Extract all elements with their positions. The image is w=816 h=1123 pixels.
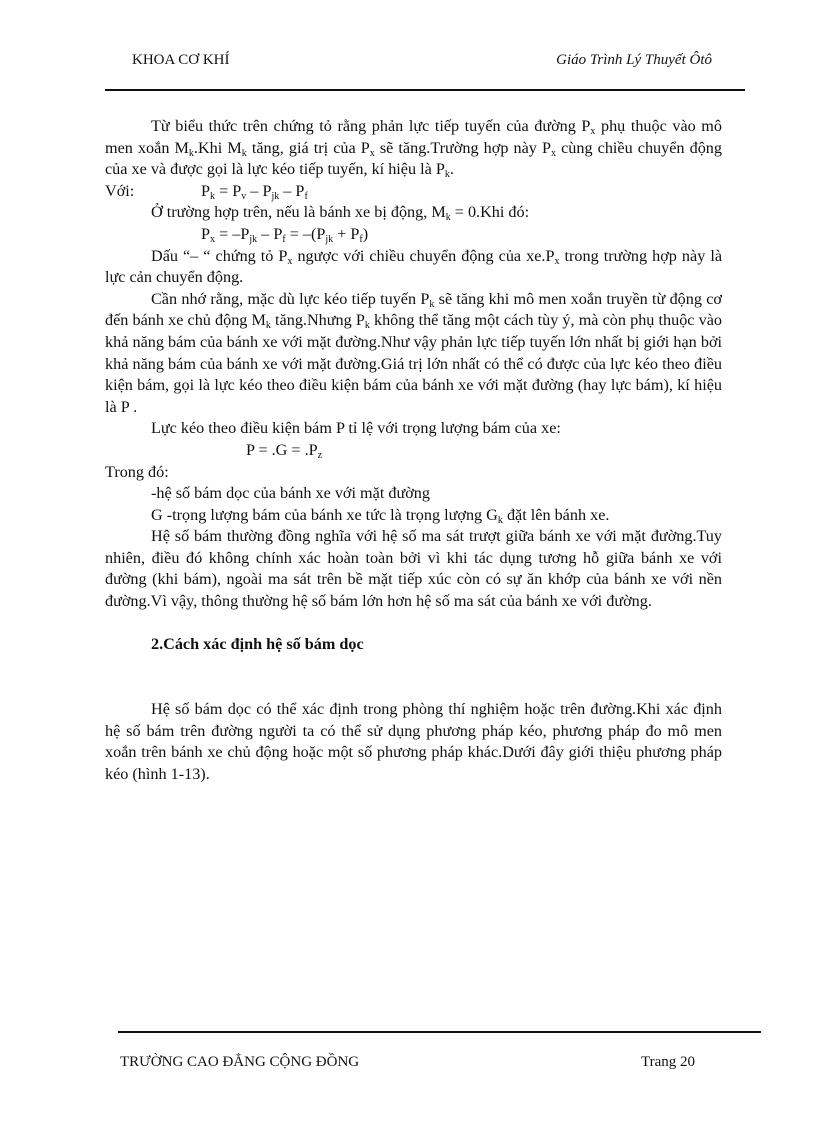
formula-3: $P = .G = .P_z$	[246, 440, 323, 461]
definition-weight: G -trọng lượng bám của bánh xe tức là trọng lượng $G_k$ đặt lên bánh xe.	[151, 505, 610, 526]
paragraph-2: Ở trường hợp trên, nếu là bánh xe bị động, $M_k = 0.Khi$ đó:	[151, 203, 530, 224]
footer-school: TRƯỜNG CAO ĐẲNG CỘNG ĐỒNG	[120, 1054, 360, 1070]
section-heading: 2.Cách xác định hệ số bám dọc	[151, 635, 364, 654]
header-rule	[105, 89, 745, 91]
formula-2: $P_x = -P_{jk} - P_f = -(P_{jk} + P_f)$	[201, 224, 369, 245]
trong-do-label: Trong đó:	[105, 462, 169, 481]
header-department: KHOA CƠ KHÍ	[132, 52, 230, 68]
paragraph-3: Dấu “– “ chứng tỏ $P_x$ ngược với chiều chuyển động của $xe.P_x$ trong trường hợp này là lực cản chuyển động.	[105, 246, 723, 287]
paragraph-7: Hệ số bám dọc có thể xác định trong phòng thí nghiệm hoặc trên đường.Khi xác định hệ số bám trên đường người ta có thể sử dụng phương pháp kéo, phương pháp đo mô men xoắn trên bánh xe chủ động hoặc một số phương pháp khác.Dưới đây giới thiệu phương pháp kéo (hình 1-13).	[105, 700, 722, 783]
formula-1: Với: $P_k = P_v - P_{jk} - P_f$	[105, 181, 308, 202]
footer-page-number: Trang 20	[641, 1054, 696, 1070]
definition-coefficient: -hệ số bám dọc của bánh xe với mặt đường	[151, 484, 430, 503]
paragraph-6: Hệ số bám thường đồng nghĩa với hệ số ma sát trượt giữa bánh xe với mặt đường.Tuy nhiên, điều đó không chính xác hoàn toàn bởi vì khi tác dụng tương hỗ giữa bánh xe với đường (khi bám), ngoài ma sát trên bề mặt tiếp xúc còn có sự ăn khớp của bánh xe với nền đường.Vì vậy, thông thường hệ số bám lớn hơn hệ số ma sát của bánh xe với đường.	[105, 527, 722, 611]
paragraph-5: Lực kéo theo điều kiện bám P tỉ lệ với trọng lượng bám của xe:	[151, 419, 561, 438]
paragraph-1: Từ biểu thức trên chứng tỏ rằng phản lực tiếp tuyến của đường $P_x$ phụ thuộc vào mô men xoắn $M_k.Khi$ $M_k$ tăng, giá trị của $P_x$ sẽ tăng.Trường hợp này $P_x$ cùng chiều chuyển động của xe và được gọi là lực kéo tiếp tuyến, kí hiệu là $P_k$.	[105, 117, 722, 181]
page-body	[105, 116, 722, 785]
footer-rule	[118, 1031, 761, 1033]
paragraph-4: Cần nhớ rằng, mặc dù lực kéo tiếp tuyến $P_k$ sẽ tăng khi mô men xoắn truyền từ động cơ đến bánh xe chủ động $M_k$ tăng.Nhưng $P_k$ không thể tăng một cách tùy ý, mà còn phụ thuộc vào khả năng bám của bánh xe với mặt đường.Như vậy phản lực tiếp tuyến lớn nhất bị giới hạn bởi khả năng bám của bánh xe với mặt đường.Giá trị lớn nhất có thể có được của lực kéo theo điều kiện bám, gọi là lực kéo theo điều kiện bám của bánh xe với mặt đường (hay lực bám), kí hiệu là P .	[105, 289, 722, 416]
header-book-title: Giáo Trình Lý Thuyết Ôtô	[556, 52, 712, 68]
